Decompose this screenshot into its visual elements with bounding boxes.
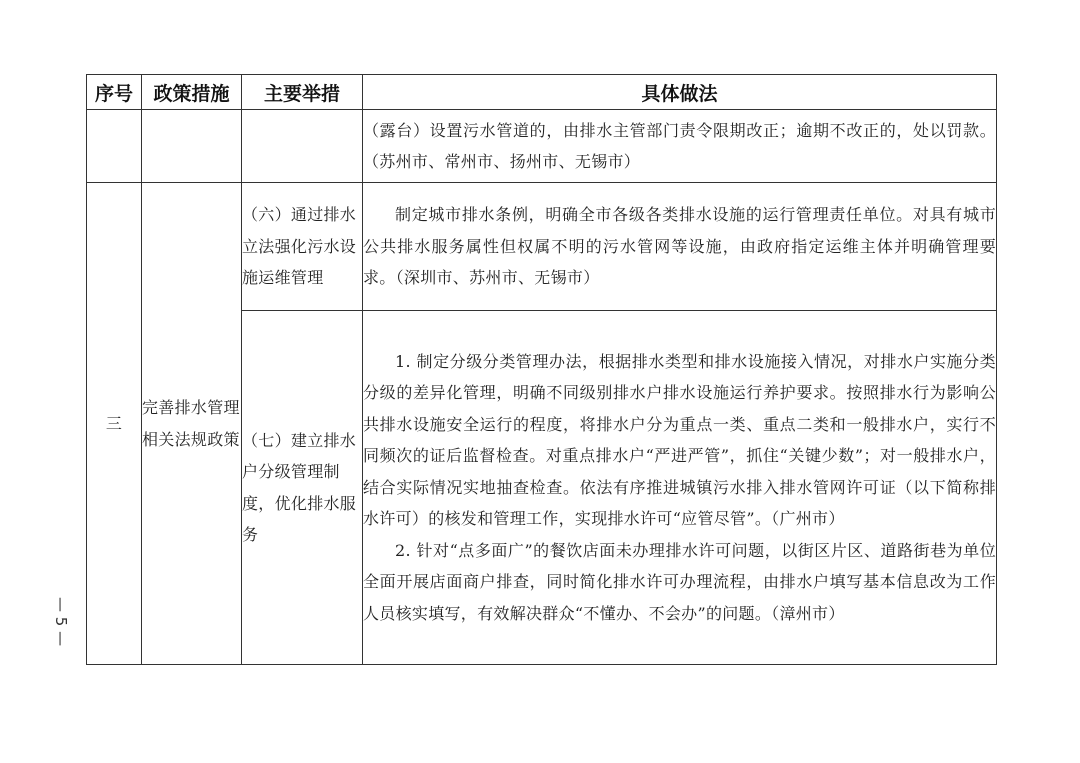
measure-seven-detail-cell bbox=[363, 311, 997, 665]
policy-table bbox=[86, 74, 997, 665]
policy-cell: 完善排水管理相关法规政策 bbox=[142, 183, 242, 665]
header-measure: 主要举措 bbox=[242, 75, 363, 110]
measure-six-detail-cell bbox=[363, 183, 997, 311]
measure-six-row bbox=[87, 183, 997, 311]
continuation-detail-cell bbox=[363, 110, 997, 183]
measure-six-cell: （六）通过排水立法强化污水设施运维管理 bbox=[242, 183, 363, 311]
seq-cell: 三 bbox=[87, 183, 142, 665]
continuation-row bbox=[87, 110, 997, 183]
measure-seven-cell: （七）建立排水户分级管理制度，优化排水服务 bbox=[242, 311, 363, 665]
continuation-seq-cell bbox=[87, 110, 142, 183]
header-policy: 政策措施 bbox=[142, 75, 242, 110]
continuation-policy-cell bbox=[142, 110, 242, 183]
measure-six-detail-text: 制定城市排水条例，明确全市各级各类排水设施的运行管理责任单位。对具有城市公共排水服务属性但权属不明的污水管网等设施，由政府指定运维主体并明确管理要求。（深圳市、苏州市、无锡市） bbox=[363, 205, 996, 288]
continuation-detail-text: （露台）设置污水管道的，由排水主管部门责令限期改正；逾期不改正的，处以罚款。（苏州市、常州市、扬州市、无锡市） bbox=[363, 120, 996, 171]
continuation-measure-cell bbox=[242, 110, 363, 183]
header-detail: 具体做法 bbox=[363, 75, 997, 110]
measure-seven-detail-1: 1. 制定分级分类管理办法，根据排水类型和排水设施接入情况，对排水户实施分类分级的差异化管理，明确不同级别排水户排水设施运行养护要求。按照排水行为影响公共排水设施安全运行的程度，将排水户分为重点一类、重点二类和一般排水户，实行不同频次的证后监督检查。对重点排水户“严进严管”，抓住“关键少数”；对一般排水户，结合实际情况实地抽查检查。依法有序推进城镇污水排入排水管网许可证（以下简称排水许可）的核发和管理工作，实现排水许可“应管尽管”。（广州市） bbox=[363, 351, 996, 529]
header-seq: 序号 bbox=[87, 75, 142, 110]
header-row bbox=[87, 75, 997, 110]
measure-seven-detail-2: 2. 针对“点多面广”的餐饮店面未办理排水许可问题，以街区片区、道路街巷为单位全面开展店面商户排查，同时简化排水许可办理流程，由排水户填写基本信息改为工作人员核实填写，有效解决群众“不懂办、不会办”的问题。（漳州市） bbox=[363, 540, 996, 623]
page-number: — 5 — bbox=[52, 597, 70, 647]
